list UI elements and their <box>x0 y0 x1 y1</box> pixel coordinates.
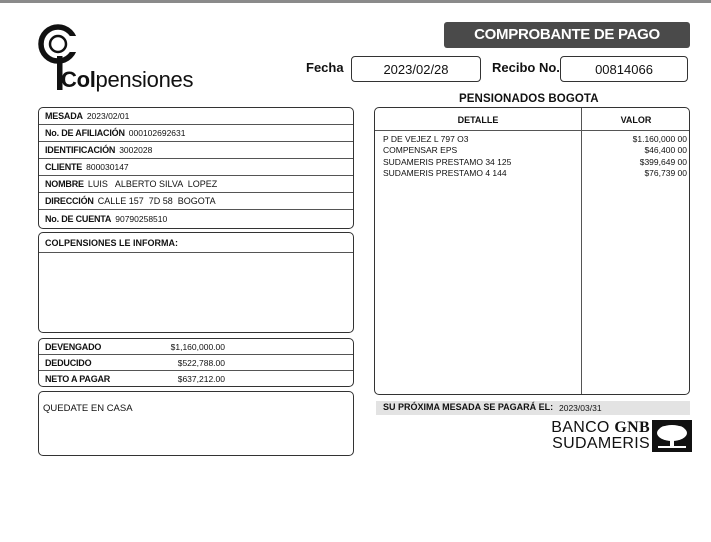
info-row-cuenta <box>39 210 353 227</box>
info-label: No. DE CUENTA <box>45 213 112 224</box>
fecha-value: 2023/02/28 <box>383 62 449 77</box>
info-value: 3002028 <box>119 145 153 155</box>
total-label: NETO A PAGAR <box>45 374 111 384</box>
detail-row-concept: P DE VEJEZ L 797 O3 <box>383 134 469 144</box>
informa-divider <box>39 252 353 253</box>
detail-table <box>374 107 690 395</box>
total-value: $637,212.00 <box>177 374 225 384</box>
group-title: PENSIONADOS BOGOTA <box>459 93 599 105</box>
total-row-devengado <box>39 339 353 355</box>
info-label: NOMBRE <box>45 179 84 189</box>
info-value: 2023/02/01 <box>86 111 130 121</box>
detalle-column-header: DETALLE <box>457 115 499 125</box>
total-row-neto <box>39 371 353 387</box>
affiliate-info-box <box>38 107 354 229</box>
total-value: $1,160,000.00 <box>170 341 225 352</box>
recibo-label: Recibo No. <box>492 60 560 75</box>
detail-row-value: $76,739 00 <box>644 167 687 178</box>
info-row-mesada <box>39 108 353 125</box>
bank-name-banco: BANCO <box>551 419 610 436</box>
informa-box <box>38 232 354 333</box>
brand-name-text <box>61 67 193 92</box>
document-title: COMPROBANTE DE PAGO <box>474 26 660 43</box>
brand-name-suffix: pensiones <box>95 67 194 92</box>
recibo-value: 00814066 <box>595 62 653 77</box>
info-row-direccion <box>39 193 353 210</box>
detail-header-divider <box>375 130 689 131</box>
value-rows <box>583 134 687 179</box>
total-row-deducido <box>39 355 353 371</box>
info-label: DIRECCIÓN <box>45 196 94 206</box>
message-text: QUEDATE EN CASA <box>43 403 133 414</box>
totals-box <box>38 338 354 387</box>
bank-name-gnb: GNB <box>614 419 650 436</box>
info-value: LUIS ALBERTO SILVA LOPEZ <box>87 179 218 189</box>
info-label: CLIENTE <box>45 162 83 172</box>
message-box <box>38 391 354 456</box>
next-payment-date: 2023/03/31 <box>559 403 602 413</box>
info-value: 800030147 <box>86 162 129 172</box>
colpensiones-logo <box>36 22 216 94</box>
total-value: $522,788.00 <box>177 357 225 368</box>
brand-name <box>61 67 193 93</box>
info-value: 000102692631 <box>128 128 186 138</box>
detail-column-divider <box>581 108 582 394</box>
detail-row-concept: COMPENSAR EPS <box>383 145 458 156</box>
valor-column-header: VALOR <box>620 115 652 125</box>
bank-logo <box>540 418 692 454</box>
detail-row-value: $399,649 00 <box>639 156 687 167</box>
next-payment-label: SU PRÓXIMA MESADA SE PAGARÁ EL: <box>383 402 554 412</box>
informa-title: COLPENSIONES LE INFORMA: <box>45 238 179 248</box>
top-border-line <box>0 0 711 3</box>
detail-rows <box>383 134 579 179</box>
info-row-identificacion <box>39 142 353 159</box>
info-label: MESADA <box>45 111 83 121</box>
total-label: DEVENGADO <box>45 341 102 352</box>
detail-row-value: $1.160,000 00 <box>632 134 687 144</box>
bank-name-line2: SUDAMERIS <box>552 435 650 452</box>
info-row-afiliacion <box>39 125 353 142</box>
fecha-label: Fecha <box>306 60 344 75</box>
info-value: 90790258510 <box>115 213 168 224</box>
brand-name-prefix: Col <box>61 67 96 92</box>
info-label: IDENTIFICACIÓN <box>45 145 116 155</box>
info-row-nombre <box>39 176 353 193</box>
info-row-cliente <box>39 159 353 176</box>
bank-tree-icon <box>652 420 692 452</box>
info-value: CALLE 157 7D 58 BOGOTA <box>97 196 216 206</box>
detail-row-value: $46,400 00 <box>644 145 687 156</box>
detail-row-concept: SUDAMERIS PRESTAMO 4 144 <box>383 167 507 178</box>
total-label: DEDUCIDO <box>45 357 92 368</box>
info-label: No. DE AFILIACIÓN <box>45 128 125 138</box>
detail-row-concept: SUDAMERIS PRESTAMO 34 125 <box>383 156 512 167</box>
